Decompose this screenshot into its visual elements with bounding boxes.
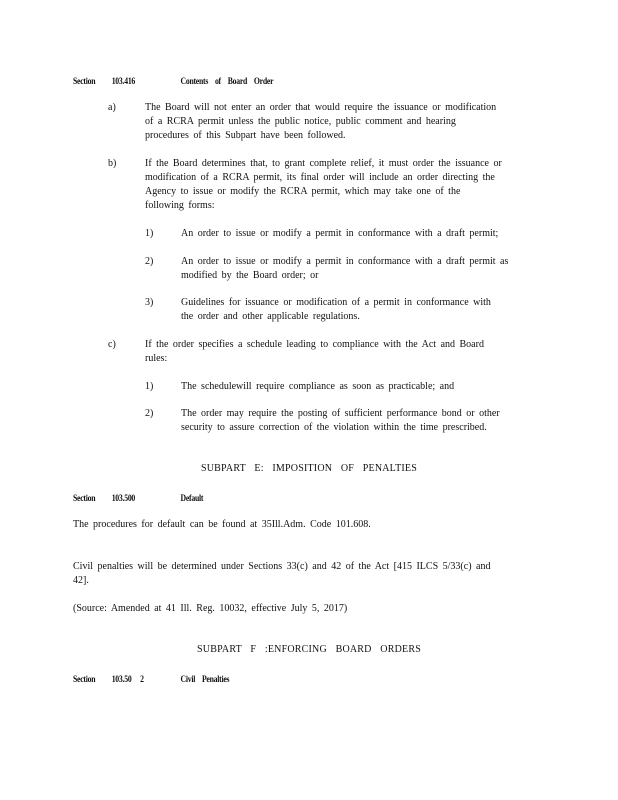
item-b-marker: b) <box>108 158 117 169</box>
item-a-line-3: procedures of this Subpart have been followed. <box>145 130 346 141</box>
item-b2-marker: 2) <box>145 256 154 267</box>
item-c2-marker: 2) <box>145 408 154 419</box>
section-number: 103.500 <box>111 493 136 503</box>
civil-penalties-paragraph-line-1: Civil penalties will be determined under Sections 33(c) and 42 of the Act [415 ILCS 5/33(c) and <box>73 561 491 572</box>
default-procedures-paragraph: The procedures for default can be found at 35Ill.Adm. Code 101.608. <box>73 519 371 530</box>
civil-penalties-paragraph-line-2: 42]. <box>73 575 89 586</box>
item-b-line-2: modification of a RCRA permit, its final order will include an order directing the <box>145 172 495 183</box>
source-note: (Source: Amended at 41 Ill. Reg. 10032, effective July 5, 2017) <box>73 603 348 614</box>
item-b3-marker: 3) <box>145 297 154 308</box>
item-b1-marker: 1) <box>145 228 154 239</box>
subpart-f-heading: SUBPART F :ENFORCING BOARD ORDERS <box>197 644 421 655</box>
section-heading-103-500 <box>73 493 203 503</box>
item-b-line-1: If the Board determines that, to grant complete relief, it must order the issuance or <box>145 158 502 169</box>
item-c-line-2: rules: <box>145 353 168 364</box>
item-a-line-2: of a RCRA permit unless the public notice, public comment and hearing <box>145 116 456 127</box>
item-a-line-1: The Board will not enter an order that would require the issuance or modification <box>145 102 497 113</box>
item-b2-line-1: An order to issue or modify a permit in conformance with a draft permit as <box>181 256 509 267</box>
subpart-e-heading: SUBPART E: IMPOSITION OF PENALTIES <box>201 463 417 474</box>
section-number: 103.416 <box>111 76 136 86</box>
item-b3-line-2: the order and other applicable regulations. <box>181 311 360 322</box>
section-title: Default <box>180 493 204 503</box>
item-b-line-3: Agency to issue or modify the RCRA permit, which may take one of the <box>145 186 461 197</box>
item-c1-line-1: The schedulewill require compliance as soon as practicable; and <box>181 381 455 392</box>
section-title: Contents of Board Order <box>180 76 274 86</box>
item-b1-line-1: An order to issue or modify a permit in conformance with a draft permit; <box>181 228 499 239</box>
section-word: Section <box>73 674 96 684</box>
item-c2-line-2: security to assure correction of the violation within the time prescribed. <box>181 422 487 433</box>
section-heading-103-416 <box>73 76 273 86</box>
item-c2-line-1: The order may require the posting of sufficient performance bond or other <box>181 408 500 419</box>
item-b3-line-1: Guidelines for issuance or modification of a permit in conformance with <box>181 297 491 308</box>
section-number-suffix: 2 <box>140 674 144 684</box>
item-b-line-4: following forms: <box>145 200 215 211</box>
item-c-marker: c) <box>108 339 116 350</box>
section-word: Section <box>73 493 96 503</box>
item-c-line-1: If the order specifies a schedule leading to compliance with the Act and Board <box>145 339 484 350</box>
item-b2-line-2: modified by the Board order; or <box>181 270 319 281</box>
section-number: 103.50 <box>111 674 132 684</box>
section-title: Civil Penalties <box>180 674 230 684</box>
item-a-marker: a) <box>108 102 116 113</box>
item-c1-marker: 1) <box>145 381 154 392</box>
section-word: Section <box>73 76 96 86</box>
section-heading-103-502 <box>73 674 229 684</box>
